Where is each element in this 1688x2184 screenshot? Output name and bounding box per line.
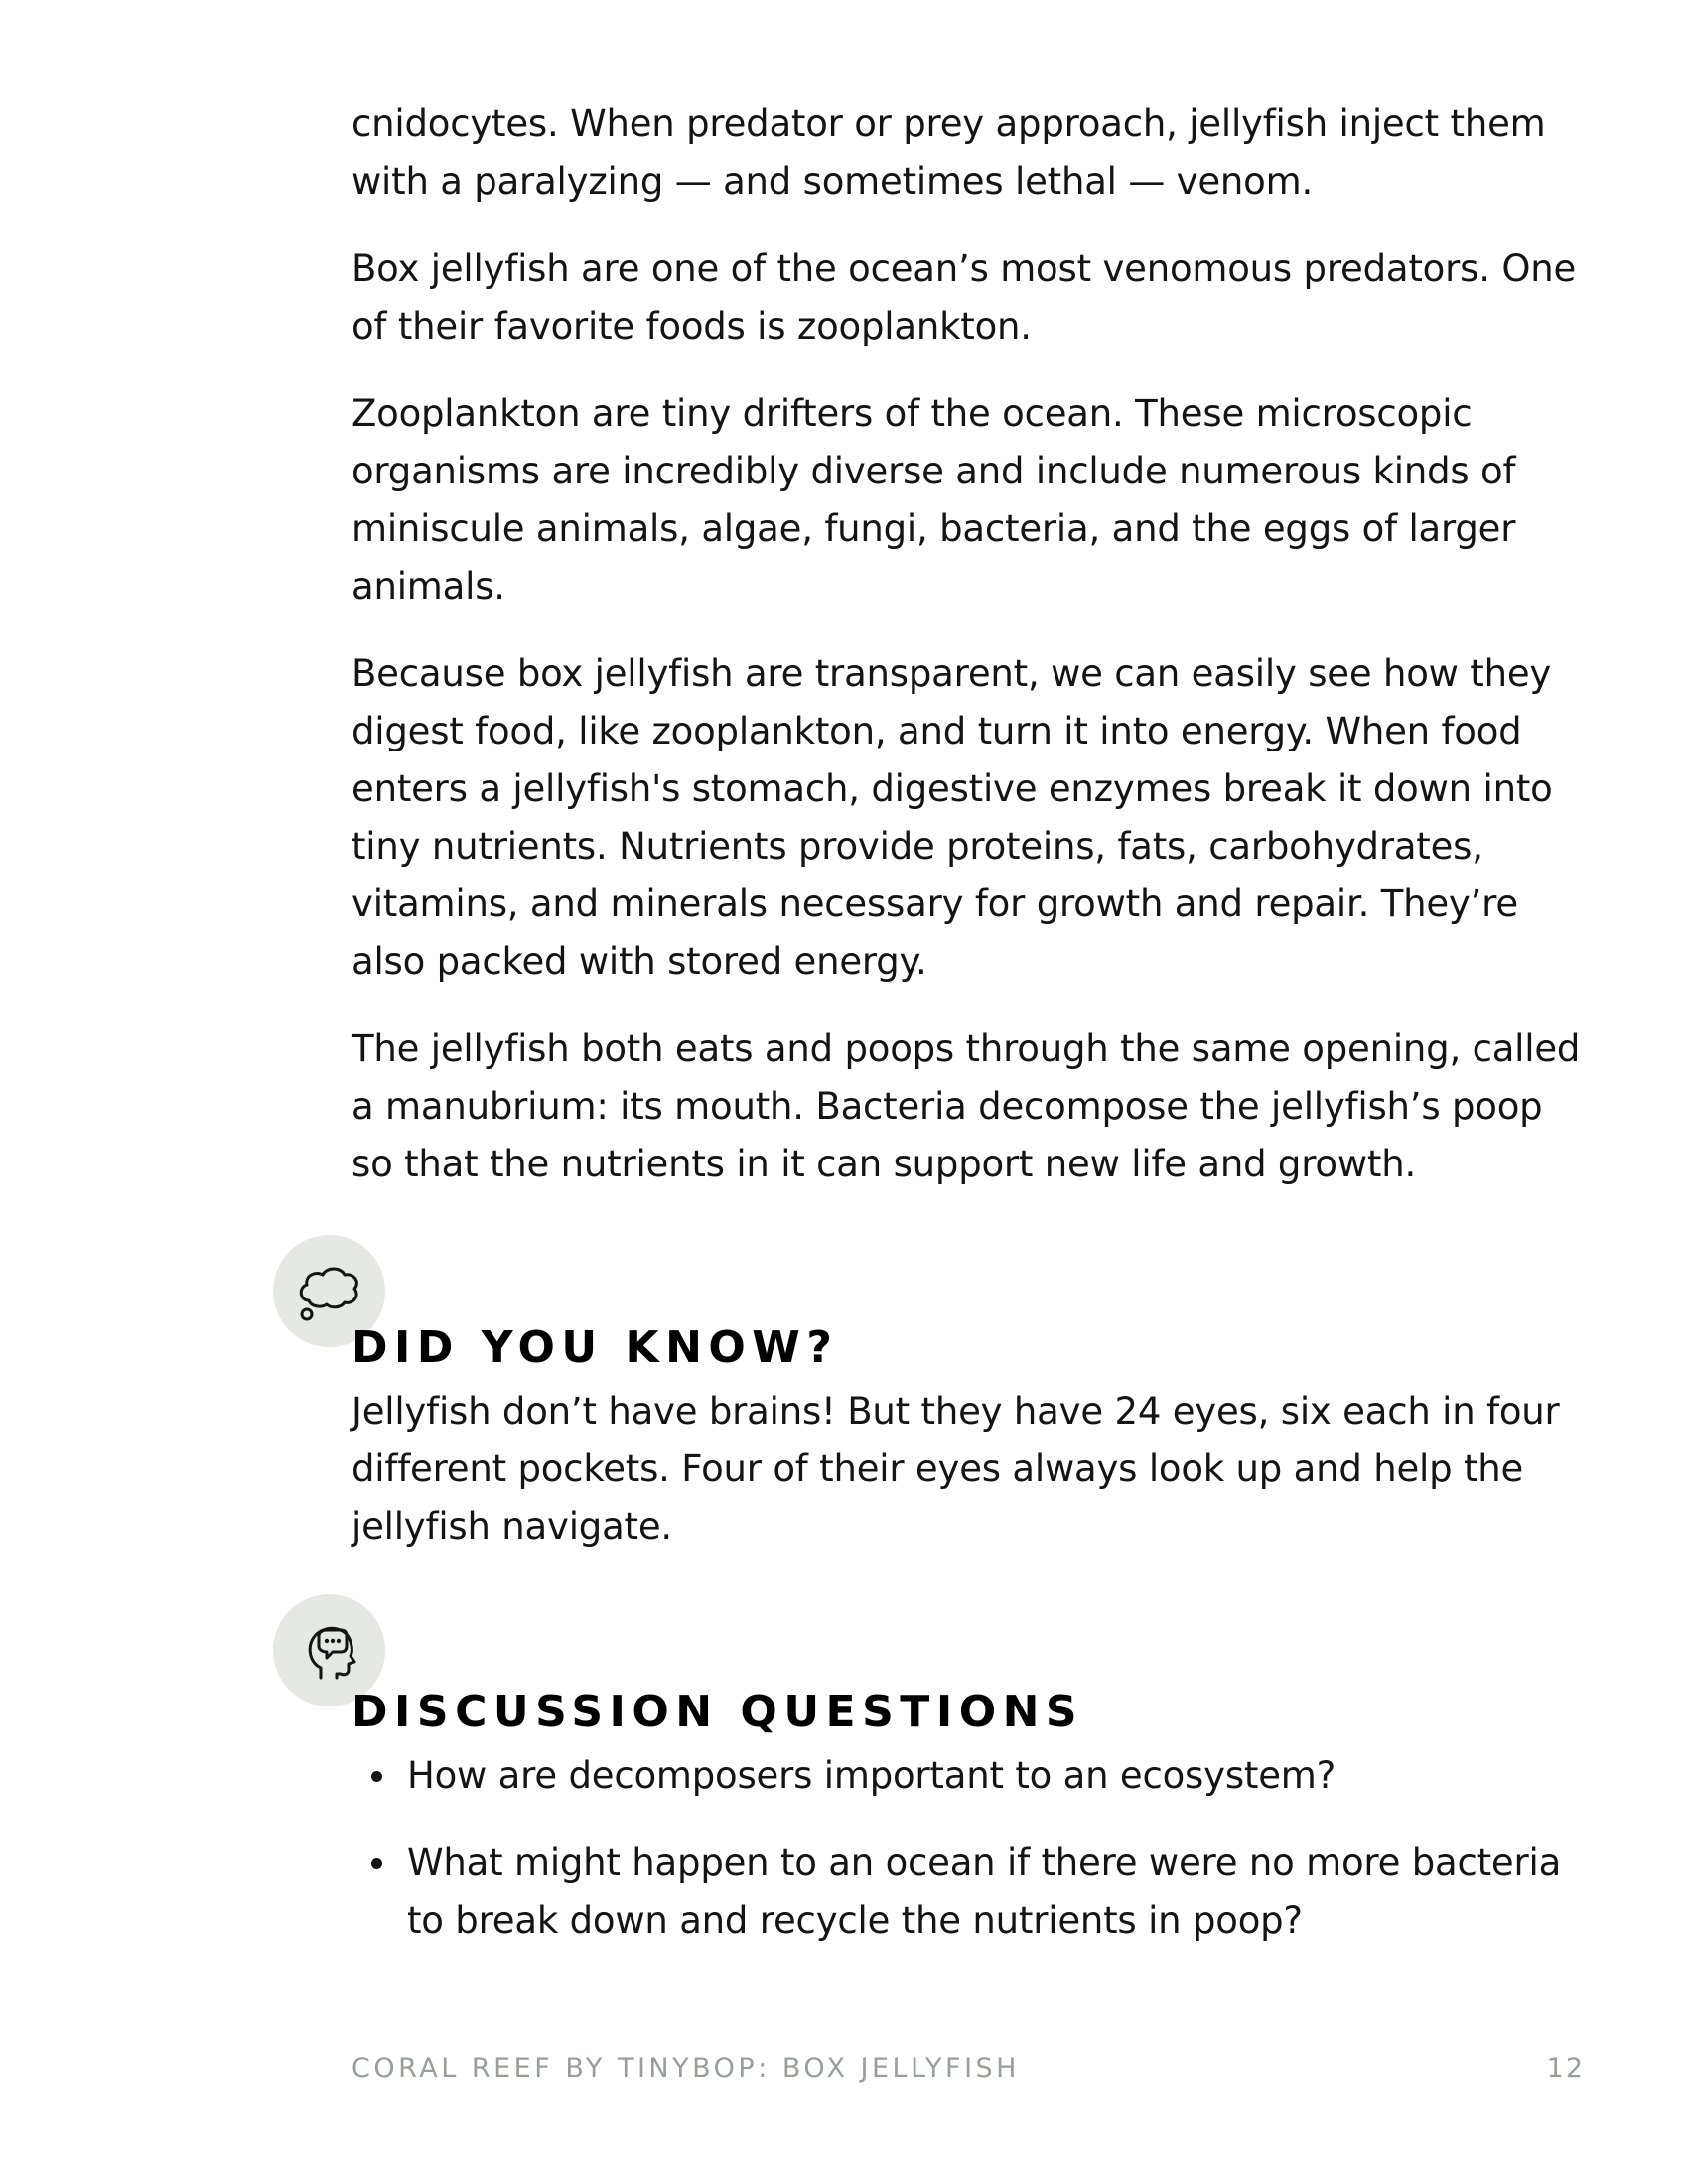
did-you-know-title: DID YOU KNOW? xyxy=(352,1322,839,1373)
question-text: What might happen to an ocean if there were no more bacteria to break down and recycle the nutrients in poop? xyxy=(407,1842,1562,1942)
head-speech-icon xyxy=(295,1616,364,1686)
footer-title: CORAL REEF BY TINYBOP: BOX JELLYFISH xyxy=(352,2053,1020,2084)
bullet-icon xyxy=(371,1858,382,1869)
did-you-know-text: Jellyfish don’t have brains! But they have 24 eyes, six each in four different pockets. Four of their eyes always look up and help the jellyfish navigate. xyxy=(352,1390,1560,1548)
body-text xyxy=(352,95,1583,1223)
paragraph-manubrium: The jellyfish both eats and poops through the same opening, called a manubrium: its mouth. Bacteria decompose the jellyfish’s poop so that the nutrients in it can support new life and growth. xyxy=(352,1027,1581,1185)
question-text: How are decomposers important to an ecosystem? xyxy=(407,1754,1336,1797)
paragraph-venom: cnidocytes. When predator or prey approach, jellyfish inject them with a paralyzing — and sometimes lethal — venom. xyxy=(352,102,1546,203)
paragraph-digestion: Because box jellyfish are transparent, we can easily see how they digest food, like zooplankton, and turn it into energy. When food enters a jellyfish's stomach, digestive enzymes break it down into tiny nutrients. Nutrients provide proteins, fats, carbohydrates, vitamins, and minerals necessary for growth and repair. They’re also packed with stored energy. xyxy=(352,652,1553,983)
thought-bubble-icon xyxy=(295,1257,364,1326)
paragraph-predators: Box jellyfish are one of the ocean’s most venomous predators. One of their favorite foods is zooplankton. xyxy=(352,247,1577,347)
discussion-title: DISCUSSION QUESTIONS xyxy=(352,1687,1084,1737)
question-item xyxy=(352,1747,1583,1805)
discussion-questions-list xyxy=(352,1747,1583,1979)
bullet-icon xyxy=(371,1771,382,1782)
paragraph-zooplankton: Zooplankton are tiny drifters of the ocean. These microscopic organisms are incredibly diverse and include numerous kinds of miniscule animals, algae, fungi, bacteria, and the eggs of larger animals. xyxy=(352,392,1516,608)
question-item xyxy=(352,1835,1583,1950)
page-number: 12 xyxy=(1546,2053,1585,2084)
